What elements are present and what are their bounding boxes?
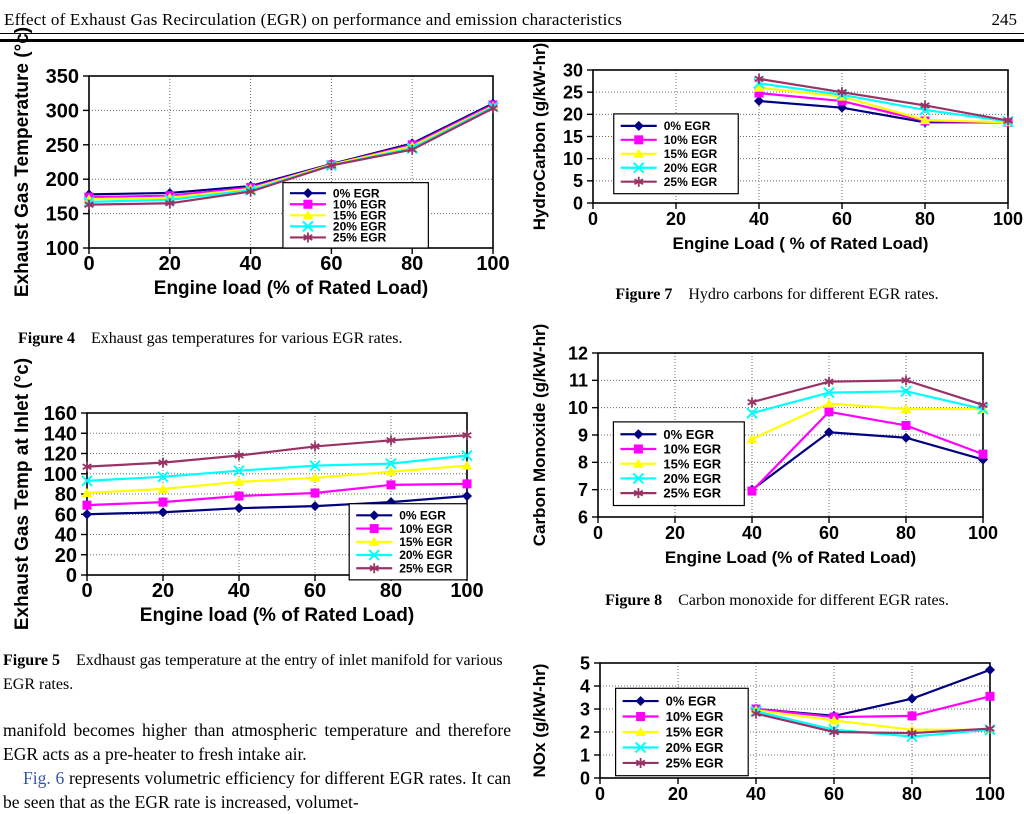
y-axis-title: Exhaust Gas Temp at Inlet (°c) <box>12 357 33 631</box>
series-25EGR <box>755 74 1013 126</box>
figure7-hydrocarbon-chart <box>530 42 1024 272</box>
y-tick-label: 250 <box>45 134 79 157</box>
y-tick-label: 30 <box>562 60 583 81</box>
y-tick-label: 12 <box>567 343 588 364</box>
legend <box>283 183 428 248</box>
legend-label: 15% EGR <box>399 534 453 549</box>
legend-label: 25% EGR <box>399 561 453 576</box>
figure8-caption-text: Carbon monoxide for different EGR rates. <box>678 592 949 609</box>
legend-label: 10% EGR <box>665 709 724 725</box>
legend-label: 15% EGR <box>663 456 722 472</box>
y-tick-label: 0 <box>579 768 590 789</box>
legend-label: 25% EGR <box>332 230 387 245</box>
legend-label: 15% EGR <box>663 146 718 161</box>
legend-label: 20% EGR <box>663 470 722 486</box>
x-tick-label: 80 <box>914 209 936 229</box>
y-axis-title: HydroCarbon (g/kW-hr) <box>530 42 549 231</box>
x-tick-label: 40 <box>745 784 767 804</box>
y-tick-label: 9 <box>577 425 588 446</box>
legend <box>613 422 744 506</box>
running-title: Effect of Exhaust Gas Recirculation (EGR) on performance and emission characteristics <box>4 10 623 29</box>
legend-label: 15% EGR <box>332 208 387 223</box>
figure5-inlet-temperature-chart <box>10 357 510 648</box>
x-tick-label: 0 <box>592 523 604 543</box>
series-20EGR <box>754 78 1013 126</box>
figure5-caption <box>3 649 508 697</box>
y-tick-label: 3 <box>579 699 590 720</box>
legend-label: 0% EGR <box>332 186 380 201</box>
figure7-label: Figure 7 <box>615 286 673 303</box>
y-tick-label: 1 <box>579 745 590 766</box>
legend <box>616 688 749 775</box>
y-tick-label: 10 <box>562 148 583 169</box>
y-tick-label: 8 <box>577 452 588 473</box>
y-tick-label: 0 <box>572 193 583 214</box>
x-tick-label: 0 <box>83 253 95 275</box>
y-axis-title: Carbon Monoxide (g/kW-hr) <box>530 323 549 547</box>
body-paragraph-2 <box>3 766 511 814</box>
figure4-label: Figure 4 <box>18 330 76 347</box>
y-tick-label: 40 <box>54 524 77 547</box>
figure4-caption-text: Exhaust gas temperatures for various EGR rates. <box>91 330 403 347</box>
x-tick-label: 100 <box>967 523 999 543</box>
x-tick-label: 0 <box>587 209 599 229</box>
y-tick-label: 2 <box>579 722 590 743</box>
x-tick-label: 80 <box>895 523 917 543</box>
x-axis-title: Engine load (% of Rated Load) <box>153 278 429 299</box>
figure8-carbon-monoxide-chart <box>530 323 1024 575</box>
x-tick-label: 40 <box>741 523 763 543</box>
y-tick-label: 5 <box>579 653 590 674</box>
legend-label: 25% EGR <box>663 174 718 189</box>
x-tick-label: 60 <box>823 784 845 804</box>
legend-label: 20% EGR <box>665 740 724 756</box>
x-tick-label: 60 <box>831 209 853 229</box>
x-tick-label: 100 <box>974 784 1006 804</box>
legend-label: 0% EGR <box>663 426 714 442</box>
x-tick-label: 100 <box>476 253 510 275</box>
header-rule-thin <box>0 33 1024 34</box>
body-paragraph-1: manifold becomes higher than atmospheric temperature and therefore EGR acts as a pre-heater to fresh intake air. <box>3 720 511 764</box>
x-tick-label: 80 <box>901 784 923 804</box>
y-tick-label: 100 <box>43 463 77 486</box>
legend-label: 10% EGR <box>663 133 718 148</box>
x-tick-label: 100 <box>992 209 1024 229</box>
legend <box>349 504 467 580</box>
legend-label: 10% EGR <box>663 441 722 457</box>
legend-label: 0% EGR <box>399 508 446 523</box>
y-tick-label: 150 <box>45 203 79 226</box>
x-tick-label: 20 <box>151 580 175 602</box>
legend-label: 25% EGR <box>663 485 722 501</box>
x-tick-label: 100 <box>450 580 484 602</box>
y-tick-label: 80 <box>54 484 77 506</box>
page-number: 245 <box>991 10 1017 29</box>
y-axis-title: NOx (g/kW-hr) <box>530 663 549 778</box>
y-tick-label: 300 <box>45 100 79 123</box>
figure7-caption <box>530 283 1024 307</box>
legend-label: 0% EGR <box>663 119 711 134</box>
x-tick-label: 40 <box>748 209 770 229</box>
x-tick-label: 20 <box>664 523 686 543</box>
figure4-exhaust-gas-temperature-chart <box>10 26 510 315</box>
x-axis-title: Engine Load (% of Rated Load) <box>664 548 917 567</box>
y-tick-label: 4 <box>579 676 590 697</box>
figure6-reference-link[interactable]: Fig. 6 <box>23 768 65 788</box>
figure8-caption <box>530 589 1024 613</box>
figure5-caption-text: Exdhaust gas temperature at the entry of inlet manifold for various EGR rates. <box>3 652 503 693</box>
series-25EGR <box>83 430 472 471</box>
legend-label: 10% EGR <box>399 521 453 536</box>
y-tick-label: 10 <box>567 397 588 418</box>
y-tick-label: 140 <box>43 423 77 446</box>
x-axis-title: Engine load (% of Rated Load) <box>139 605 415 626</box>
x-tick-label: 60 <box>320 253 343 275</box>
figure8-label: Figure 8 <box>605 592 663 609</box>
y-tick-label: 120 <box>43 443 77 466</box>
x-axis-title: Engine Load ( % of Rated Load) <box>672 234 929 253</box>
body-paragraph-2-text: represents volumetric efficiency for different EGR rates. It can be seen that as the EGR rate is increased, volumet- <box>3 768 511 812</box>
legend-label: 20% EGR <box>663 160 718 175</box>
series-20EGR <box>747 386 988 418</box>
x-tick-label: 20 <box>158 253 181 275</box>
figure4-caption <box>18 327 498 351</box>
figure5-label: Figure 5 <box>3 652 61 669</box>
legend-label: 15% EGR <box>665 724 724 740</box>
y-tick-label: 5 <box>572 171 583 192</box>
y-axis-title: Exhaust Gas Temperature (°c) <box>12 26 33 298</box>
header-rule-thick <box>0 39 1024 42</box>
x-tick-label: 40 <box>227 580 251 602</box>
y-tick-label: 6 <box>577 507 588 528</box>
x-tick-label: 60 <box>303 580 327 602</box>
x-tick-label: 80 <box>401 253 424 275</box>
x-tick-label: 40 <box>239 253 262 275</box>
y-tick-label: 7 <box>577 479 588 500</box>
legend-label: 20% EGR <box>332 219 387 234</box>
series-0EGR <box>747 427 988 494</box>
x-tick-label: 60 <box>818 523 840 543</box>
legend-label: 0% EGR <box>665 693 717 709</box>
y-tick-label: 11 <box>568 370 588 391</box>
legend-label: 20% EGR <box>399 548 453 563</box>
y-tick-label: 60 <box>54 504 77 527</box>
y-tick-label: 200 <box>45 169 79 192</box>
legend-label: 10% EGR <box>332 197 387 212</box>
x-tick-label: 20 <box>665 209 687 229</box>
y-tick-label: 20 <box>54 544 77 567</box>
y-tick-label: 160 <box>43 403 77 425</box>
legend <box>614 114 739 194</box>
x-tick-label: 0 <box>594 784 606 804</box>
y-tick-label: 100 <box>45 238 79 260</box>
y-tick-label: 25 <box>562 82 583 103</box>
legend-label: 25% EGR <box>665 755 724 771</box>
figure9-nox-chart <box>530 640 1024 813</box>
y-tick-label: 350 <box>45 66 79 88</box>
x-tick-label: 0 <box>81 580 93 602</box>
x-tick-label: 80 <box>379 580 403 602</box>
y-tick-label: 0 <box>65 565 77 587</box>
y-tick-label: 20 <box>562 104 583 125</box>
y-tick-label: 15 <box>562 126 583 147</box>
x-tick-label: 20 <box>667 784 689 804</box>
figure7-caption-text: Hydro carbons for different EGR rates. <box>688 286 939 303</box>
